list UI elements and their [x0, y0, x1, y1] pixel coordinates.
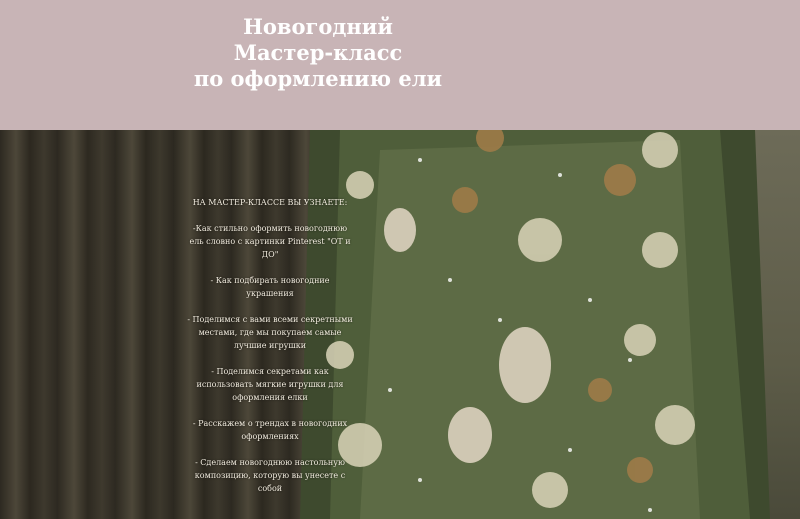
- title-line-3: по оформлению ели: [193, 66, 443, 91]
- list-item: - Поделимся с вами всеми секретными местами, где мы покупаем самые лучшие игрушки: [187, 315, 353, 350]
- hero-image-section: [0, 130, 800, 519]
- header-banner: [0, 0, 800, 130]
- title-line-1: Новогодний: [243, 14, 393, 39]
- workshop-description: [186, 196, 354, 508]
- list-item: - Поделимся секретами как использовать мягкие игрушки для оформления елки: [196, 367, 344, 402]
- list-item: - Как подбирать новогодние украшения: [210, 276, 330, 298]
- page-title: [168, 14, 468, 92]
- list-item: -Как стильно оформить новогоднюю ель словно с картинки Pinterest "ОТ и ДО": [189, 224, 351, 259]
- list-item: - Сделаем новогоднюю настольную композицию, которую вы унесете с собой: [194, 458, 346, 493]
- title-line-2: Мастер-класс: [233, 40, 403, 65]
- christmas-tree-image: [300, 130, 770, 519]
- list-item: - Расскажем о трендах в новогодних оформлениях: [192, 419, 348, 441]
- intro-text: НА МАСТЕР-КЛАССЕ ВЫ УЗНАЕТЕ:: [192, 198, 348, 207]
